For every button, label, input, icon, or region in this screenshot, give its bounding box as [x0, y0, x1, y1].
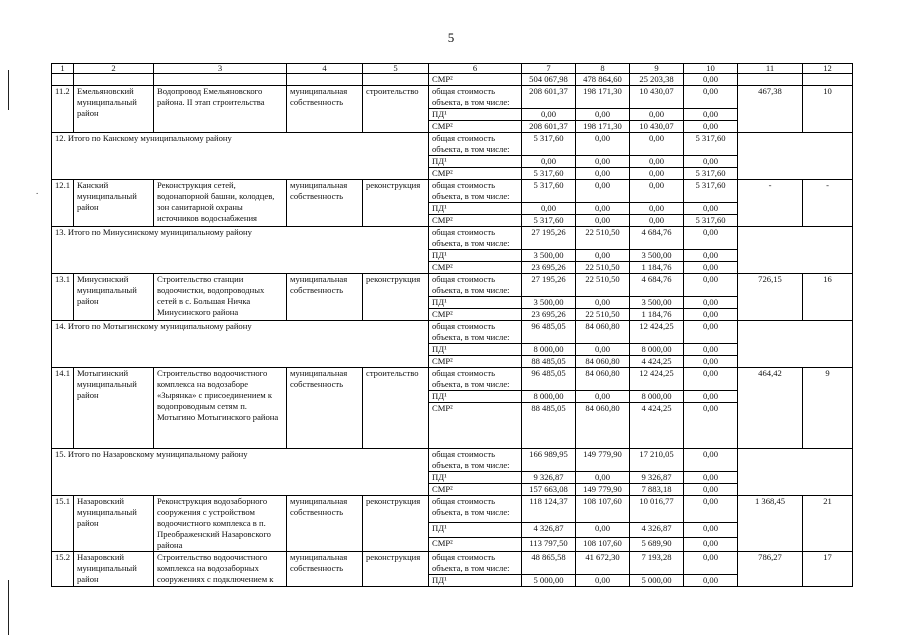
- amount-cell: 0,00: [630, 109, 684, 121]
- section-total-title: 15. Итого по Назаровскому муниципальному району: [52, 449, 429, 496]
- amount-cell: 0,00: [630, 133, 684, 156]
- amount-cell: 0,00: [684, 86, 738, 109]
- cost-label: ПД¹: [429, 391, 522, 403]
- amount-cell: 12 424,25: [630, 321, 684, 344]
- amount-cell: 108 107,60: [576, 496, 630, 523]
- empty-cell: [738, 321, 853, 368]
- cost-label: общая стоимость объекта, в том числе:: [429, 180, 522, 203]
- amount-cell: 0,00: [684, 203, 738, 215]
- cost-label: СМР²: [429, 262, 522, 274]
- amount-cell: 5 317,60: [684, 180, 738, 203]
- cost-label: ПД¹: [429, 472, 522, 484]
- amount-cell: 478 864,60: [576, 74, 630, 86]
- amount-cell: 0,00: [576, 472, 630, 484]
- cost-label: ПД¹: [429, 344, 522, 356]
- column-number: 8: [576, 64, 630, 74]
- capacity-value: 726,15: [738, 274, 803, 321]
- table-row: [52, 449, 853, 472]
- object-description: Строительство водоочистного комплекса на водозаборе «Зырянка» с присоединением к водопроводным сетям п. Мотыгино Мотыгинского района: [154, 368, 287, 449]
- amount-cell: 96 485,05: [522, 321, 576, 344]
- amount-cell: 5 689,90: [630, 537, 684, 551]
- amount-cell: 0,00: [684, 472, 738, 484]
- column-number: 6: [429, 64, 522, 74]
- column-number: 10: [684, 64, 738, 74]
- amount-cell: 0,00: [684, 121, 738, 133]
- municipality: Назаровский муниципальный район: [74, 496, 154, 552]
- empty-cell: [738, 227, 853, 274]
- amount-cell: 4 424,25: [630, 356, 684, 368]
- amount-cell: 504 067,98: [522, 74, 576, 86]
- table-row: [52, 368, 853, 391]
- amount-cell: 0,00: [684, 356, 738, 368]
- population-value: 17: [803, 552, 853, 587]
- capacity-value: 786,27: [738, 552, 803, 587]
- amount-cell: 5 317,60: [684, 215, 738, 227]
- amount-cell: 0,00: [576, 168, 630, 180]
- amount-cell: 5 317,60: [522, 180, 576, 203]
- cost-label: СМР²: [429, 484, 522, 496]
- cost-label: СМР²: [429, 537, 522, 551]
- amount-cell: 5 317,60: [522, 215, 576, 227]
- amount-cell: 0,00: [684, 523, 738, 537]
- item-number: 13.1: [52, 274, 74, 321]
- cost-label: СМР²: [429, 121, 522, 133]
- amount-cell: 0,00: [576, 203, 630, 215]
- empty-cell: [287, 74, 363, 86]
- amount-cell: 8 000,00: [630, 344, 684, 356]
- amount-cell: 5 317,60: [684, 133, 738, 156]
- cost-label: общая стоимость объекта, в том числе:: [429, 552, 522, 575]
- amount-cell: 0,00: [684, 344, 738, 356]
- amount-cell: 5 317,60: [522, 168, 576, 180]
- empty-cell: [52, 74, 74, 86]
- amount-cell: 0,00: [576, 575, 630, 587]
- population-value: 10: [803, 86, 853, 133]
- amount-cell: 149 779,90: [576, 449, 630, 472]
- empty-cell: [803, 74, 853, 86]
- amount-cell: 0,00: [684, 391, 738, 403]
- amount-cell: 0,00: [576, 133, 630, 156]
- cost-label: СМР²: [429, 168, 522, 180]
- amount-cell: 113 797,50: [522, 537, 576, 551]
- amount-cell: 9 326,87: [630, 472, 684, 484]
- table-row: [52, 180, 853, 203]
- cost-label: ПД¹: [429, 250, 522, 262]
- amount-cell: 8 000,00: [522, 344, 576, 356]
- table-row: [52, 321, 853, 344]
- column-number: 7: [522, 64, 576, 74]
- amount-cell: 0,00: [684, 297, 738, 309]
- amount-cell: 0,00: [684, 109, 738, 121]
- municipality: Мотыгинский муниципальный район: [74, 368, 154, 449]
- amount-cell: 4 326,87: [522, 523, 576, 537]
- amount-cell: 23 695,26: [522, 309, 576, 321]
- amount-cell: 0,00: [684, 156, 738, 168]
- amount-cell: 0,00: [684, 537, 738, 551]
- amount-cell: 0,00: [630, 156, 684, 168]
- cost-label: общая стоимость объекта, в том числе:: [429, 321, 522, 344]
- amount-cell: 22 510,50: [576, 274, 630, 297]
- column-number: 1: [52, 64, 74, 74]
- cost-label: ПД¹: [429, 109, 522, 121]
- amount-cell: 157 663,08: [522, 484, 576, 496]
- amount-cell: 0,00: [684, 250, 738, 262]
- amount-cell: 4 684,76: [630, 274, 684, 297]
- municipality: Канский муниципальный район: [74, 180, 154, 227]
- cost-label: общая стоимость объекта, в том числе:: [429, 227, 522, 250]
- amount-cell: 17 210,05: [630, 449, 684, 472]
- amount-cell: 9 326,87: [522, 472, 576, 484]
- amount-cell: 108 107,60: [576, 537, 630, 551]
- table-row: [52, 274, 853, 297]
- amount-cell: 84 060,80: [576, 356, 630, 368]
- population-value: 21: [803, 496, 853, 552]
- cost-label: общая стоимость объекта, в том числе:: [429, 86, 522, 109]
- table-row: [52, 133, 853, 156]
- section-total-title: 14. Итого по Мотыгинскому муниципальному району: [52, 321, 429, 368]
- amount-cell: 149 779,90: [576, 484, 630, 496]
- section-total-title: 12. Итого по Канскому муниципальному району: [52, 133, 429, 180]
- amount-cell: 208 601,37: [522, 86, 576, 109]
- table-row: [52, 86, 853, 109]
- cost-label: ПД¹: [429, 156, 522, 168]
- ownership: муниципальная собственность: [287, 368, 363, 449]
- ownership: муниципальная собственность: [287, 180, 363, 227]
- amount-cell: 0,00: [576, 344, 630, 356]
- amount-cell: 8 000,00: [630, 391, 684, 403]
- amount-cell: 0,00: [684, 262, 738, 274]
- work-type: строительство: [363, 86, 429, 133]
- amount-cell: 0,00: [576, 180, 630, 203]
- amount-cell: 22 510,50: [576, 309, 630, 321]
- population-value: -: [803, 180, 853, 227]
- amount-cell: 27 195,26: [522, 274, 576, 297]
- column-number: 4: [287, 64, 363, 74]
- municipality: Минусинский муниципальный район: [74, 274, 154, 321]
- investment-table: [51, 63, 853, 587]
- amount-cell: 0,00: [630, 168, 684, 180]
- amount-cell: 208 601,37: [522, 121, 576, 133]
- amount-cell: 0,00: [576, 109, 630, 121]
- amount-cell: 0,00: [576, 391, 630, 403]
- cost-label: СМР²: [429, 356, 522, 368]
- amount-cell: 84 060,80: [576, 368, 630, 391]
- municipality: Емельяновский муниципальный район: [74, 86, 154, 133]
- cost-label: общая стоимость объекта, в том числе:: [429, 496, 522, 523]
- empty-cell: [363, 74, 429, 86]
- amount-cell: 0,00: [684, 484, 738, 496]
- item-number: 15.1: [52, 496, 74, 552]
- work-type: реконструкция: [363, 274, 429, 321]
- amount-cell: 0,00: [684, 403, 738, 449]
- cost-label: СМР²: [429, 74, 522, 86]
- amount-cell: 22 510,50: [576, 262, 630, 274]
- item-number: 15.2: [52, 552, 74, 587]
- item-number: 14.1: [52, 368, 74, 449]
- work-type: реконструкция: [363, 180, 429, 227]
- amount-cell: 0,00: [576, 156, 630, 168]
- cost-label: ПД¹: [429, 523, 522, 537]
- amount-cell: 0,00: [630, 203, 684, 215]
- column-number: 12: [803, 64, 853, 74]
- amount-cell: 3 500,00: [630, 250, 684, 262]
- amount-cell: 4 326,87: [630, 523, 684, 537]
- capacity-value: -: [738, 180, 803, 227]
- amount-cell: 0,00: [576, 297, 630, 309]
- amount-cell: 96 485,05: [522, 368, 576, 391]
- population-value: 16: [803, 274, 853, 321]
- amount-cell: 4 684,76: [630, 227, 684, 250]
- table-row: [52, 496, 853, 523]
- column-number: 2: [74, 64, 154, 74]
- amount-cell: 0,00: [684, 321, 738, 344]
- object-description: Реконструкция сетей, водонапорной башни, колодцев, зон санитарной охраны источников водоснабжения: [154, 180, 287, 227]
- amount-cell: 22 510,50: [576, 227, 630, 250]
- column-number: 3: [154, 64, 287, 74]
- empty-cell: [154, 74, 287, 86]
- amount-cell: 3 500,00: [522, 250, 576, 262]
- capacity-value: 1 368,45: [738, 496, 803, 552]
- ownership: муниципальная собственность: [287, 552, 363, 587]
- amount-cell: 0,00: [684, 552, 738, 575]
- amount-cell: 5 317,60: [522, 133, 576, 156]
- item-number: 12.1: [52, 180, 74, 227]
- amount-cell: 0,00: [684, 496, 738, 523]
- page-edge-left-lower: [8, 580, 9, 635]
- amount-cell: 10 430,07: [630, 86, 684, 109]
- work-type: реконструкция: [363, 552, 429, 587]
- cost-label: ПД¹: [429, 575, 522, 587]
- amount-cell: 0,00: [684, 227, 738, 250]
- amount-cell: 1 184,76: [630, 262, 684, 274]
- cost-label: общая стоимость объекта, в том числе:: [429, 449, 522, 472]
- ownership: муниципальная собственность: [287, 496, 363, 552]
- cost-label: СМР²: [429, 403, 522, 449]
- empty-cell: [738, 449, 853, 496]
- amount-cell: 5 317,60: [684, 168, 738, 180]
- item-number: 11.2: [52, 86, 74, 133]
- cost-label: ПД¹: [429, 203, 522, 215]
- amount-cell: 0,00: [684, 368, 738, 391]
- page-number: 5: [447, 30, 455, 45]
- amount-cell: 10 016,77: [630, 496, 684, 523]
- table-row: [52, 74, 853, 86]
- amount-cell: 7 193,28: [630, 552, 684, 575]
- amount-cell: 0,00: [522, 156, 576, 168]
- capacity-value: 464,42: [738, 368, 803, 449]
- column-number: 5: [363, 64, 429, 74]
- amount-cell: 0,00: [576, 215, 630, 227]
- cost-label: ПД¹: [429, 297, 522, 309]
- population-value: 9: [803, 368, 853, 449]
- capacity-value: 467,38: [738, 86, 803, 133]
- empty-cell: [738, 133, 853, 180]
- empty-cell: [738, 74, 803, 86]
- column-number: 9: [630, 64, 684, 74]
- object-description: Строительство станции водоочистки, водопроводных сетей в с. Большая Ничка Минусинского района: [154, 274, 287, 321]
- amount-cell: 0,00: [684, 274, 738, 297]
- amount-cell: 3 500,00: [522, 297, 576, 309]
- column-number: 11: [738, 64, 803, 74]
- amount-cell: 0,00: [522, 109, 576, 121]
- cost-label: общая стоимость объекта, в том числе:: [429, 133, 522, 156]
- amount-cell: 25 203,38: [630, 74, 684, 86]
- amount-cell: 10 430,07: [630, 121, 684, 133]
- amount-cell: 0,00: [684, 309, 738, 321]
- amount-cell: 0,00: [684, 449, 738, 472]
- work-type: реконструкция: [363, 496, 429, 552]
- section-total-title: 13. Итого по Минусинскому муниципальному району: [52, 227, 429, 274]
- amount-cell: 84 060,80: [576, 403, 630, 449]
- ownership: муниципальная собственность: [287, 274, 363, 321]
- cost-label: общая стоимость объекта, в том числе:: [429, 274, 522, 297]
- page-edge-left-upper: [8, 70, 9, 110]
- object-description: Реконструкция водозаборного сооружения с устройством водоочистного комплекса в п. Преображенский Назаровского района: [154, 496, 287, 552]
- amount-cell: 1 184,76: [630, 309, 684, 321]
- amount-cell: 88 485,05: [522, 356, 576, 368]
- amount-cell: 48 865,58: [522, 552, 576, 575]
- cost-label: СМР²: [429, 215, 522, 227]
- amount-cell: 5 000,00: [630, 575, 684, 587]
- cost-label: СМР²: [429, 309, 522, 321]
- amount-cell: 12 424,25: [630, 368, 684, 391]
- column-number-row: [52, 64, 853, 74]
- amount-cell: 118 124,37: [522, 496, 576, 523]
- amount-cell: 5 000,00: [522, 575, 576, 587]
- amount-cell: 0,00: [630, 180, 684, 203]
- amount-cell: 0,00: [576, 250, 630, 262]
- amount-cell: 27 195,26: [522, 227, 576, 250]
- municipality: Назаровский муниципальный район: [74, 552, 154, 587]
- empty-cell: [74, 74, 154, 86]
- amount-cell: 0,00: [684, 74, 738, 86]
- amount-cell: 3 500,00: [630, 297, 684, 309]
- amount-cell: 84 060,80: [576, 321, 630, 344]
- margin-mark: .: [36, 186, 39, 196]
- amount-cell: 8 000,00: [522, 391, 576, 403]
- table-row: [52, 552, 853, 575]
- object-description: Водопровод Емельяновского района. II этап строительства: [154, 86, 287, 133]
- ownership: муниципальная собственность: [287, 86, 363, 133]
- amount-cell: 0,00: [630, 215, 684, 227]
- amount-cell: 23 695,26: [522, 262, 576, 274]
- object-description: Строительство водоочистного комплекса на водозаборных сооружениях с подключением к: [154, 552, 287, 587]
- work-type: строительство: [363, 368, 429, 449]
- amount-cell: 0,00: [684, 575, 738, 587]
- amount-cell: 41 672,30: [576, 552, 630, 575]
- amount-cell: 4 424,25: [630, 403, 684, 449]
- table-row: [52, 227, 853, 250]
- amount-cell: 88 485,05: [522, 403, 576, 449]
- amount-cell: 198 171,30: [576, 86, 630, 109]
- amount-cell: 0,00: [522, 203, 576, 215]
- cost-label: общая стоимость объекта, в том числе:: [429, 368, 522, 391]
- amount-cell: 7 883,18: [630, 484, 684, 496]
- amount-cell: 0,00: [576, 523, 630, 537]
- amount-cell: 166 989,95: [522, 449, 576, 472]
- amount-cell: 198 171,30: [576, 121, 630, 133]
